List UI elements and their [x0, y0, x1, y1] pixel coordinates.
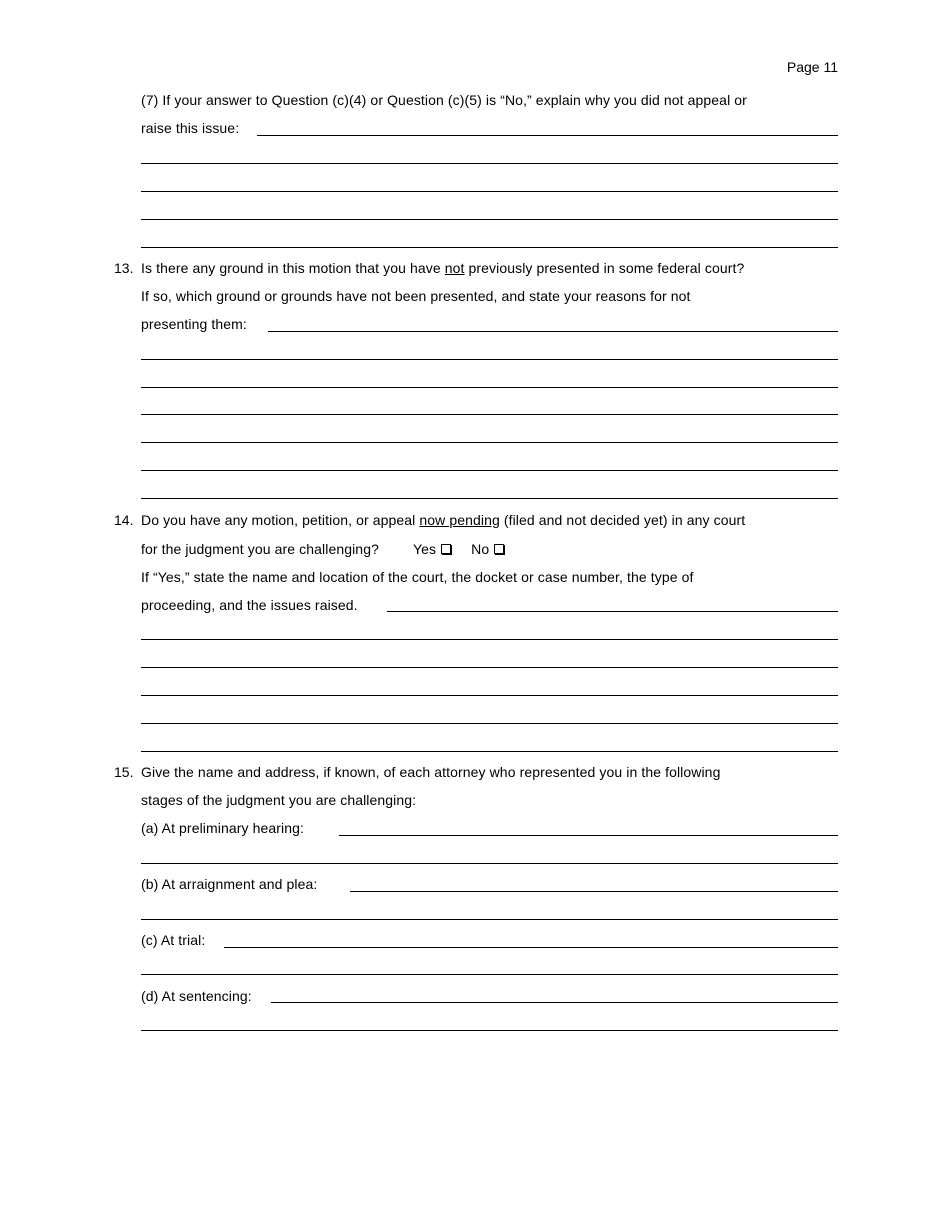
q14-answer-line-6[interactable]	[141, 751, 838, 752]
q15b-answer-line-1[interactable]	[350, 891, 838, 892]
q14-question: for the judgment you are challenging?	[141, 541, 379, 557]
q13-answer-line-7[interactable]	[141, 498, 838, 499]
q14-yes-label: Yes	[412, 541, 437, 557]
q12c7-answer-line-2[interactable]	[141, 163, 838, 164]
question-15-text-line-2: stages of the judgment you are challenging:	[141, 792, 417, 808]
q15b-answer-line-2[interactable]	[141, 919, 838, 920]
question-14-text-line-2	[141, 540, 504, 558]
q14-text-post: (filed and not decided yet) in any court	[499, 512, 746, 528]
question-15-number: 15.	[114, 764, 134, 780]
q12c7-answer-line-4[interactable]	[141, 219, 838, 220]
q12c7-answer-line-5[interactable]	[141, 247, 838, 248]
q15c-answer-line-2[interactable]	[141, 974, 838, 975]
q13-text-pre: Is there any ground in this motion that you have	[141, 260, 445, 276]
q13-answer-line-3[interactable]	[141, 387, 838, 388]
question-12c7-text-line-2: raise this issue:	[141, 120, 240, 136]
q14-answer-line-4[interactable]	[141, 695, 838, 696]
q15a-answer-line-1[interactable]	[339, 835, 838, 836]
q13-answer-line-4[interactable]	[141, 414, 838, 415]
page-number: Page 11	[786, 59, 838, 75]
q14-no-label: No	[471, 541, 490, 557]
question-13-number: 13.	[114, 260, 134, 276]
q13-answer-line-2[interactable]	[141, 359, 838, 360]
question-14-text-line-4: proceeding, and the issues raised.	[141, 597, 358, 613]
q13-answer-line-6[interactable]	[141, 470, 838, 471]
q13-answer-line-1[interactable]	[268, 331, 838, 332]
q14-text-pre: Do you have any motion, petition, or appeal	[141, 512, 420, 528]
q13-text-underlined: not	[444, 260, 465, 276]
q15c-answer-line-1[interactable]	[224, 947, 838, 948]
q13-text-post: previously presented in some federal court?	[464, 260, 745, 276]
question-13-text-line-3: presenting them:	[141, 316, 247, 332]
question-13-text-line-1	[141, 259, 744, 277]
q12c7-answer-line-1[interactable]	[257, 135, 838, 136]
q15c-label: (c) At trial:	[141, 932, 206, 948]
question-12c7-text-line-1: (7) If your answer to Question (c)(4) or Question (c)(5) is “No,” explain why you did not appeal or	[141, 92, 747, 108]
q15d-answer-line-1[interactable]	[271, 1002, 838, 1003]
q14-yes-checkbox[interactable]	[441, 544, 451, 554]
q14-answer-line-5[interactable]	[141, 723, 838, 724]
q12c7-answer-line-3[interactable]	[141, 191, 838, 192]
q14-yes-option[interactable]	[413, 540, 451, 558]
q15a-answer-line-2[interactable]	[141, 863, 838, 864]
q14-text-underlined: now pending	[419, 512, 500, 528]
question-14-text-line-1	[141, 511, 745, 529]
q14-answer-line-1[interactable]	[387, 611, 838, 612]
q15d-label: (d) At sentencing:	[141, 988, 252, 1004]
question-15-text-line-1: Give the name and address, if known, of each attorney who represented you in the following	[141, 764, 721, 780]
question-13-text-line-2: If so, which ground or grounds have not been presented, and state your reasons for not	[141, 288, 691, 304]
q15a-label: (a) At preliminary hearing:	[141, 820, 304, 836]
q14-no-checkbox[interactable]	[494, 544, 504, 554]
q15b-label: (b) At arraignment and plea:	[141, 876, 318, 892]
q13-answer-line-5[interactable]	[141, 442, 838, 443]
q14-answer-line-3[interactable]	[141, 667, 838, 668]
question-14-number: 14.	[114, 512, 134, 528]
question-14-text-line-3: If “Yes,” state the name and location of the court, the docket or case number, the type of	[141, 569, 694, 585]
q14-no-option[interactable]	[471, 540, 504, 558]
q15d-answer-line-2[interactable]	[141, 1030, 838, 1031]
q14-answer-line-2[interactable]	[141, 639, 838, 640]
